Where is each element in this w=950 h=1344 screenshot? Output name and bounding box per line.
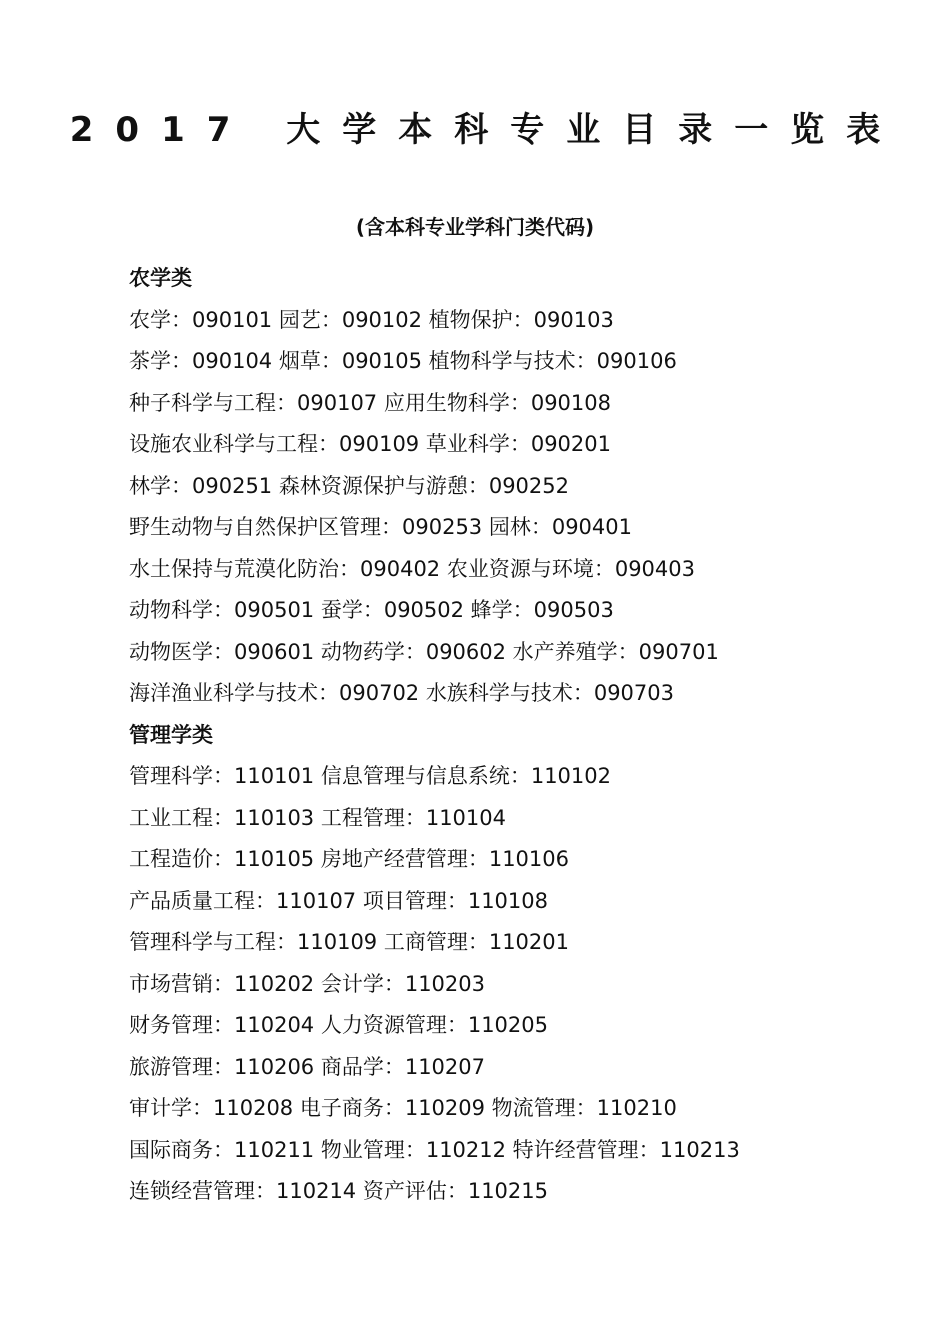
section-heading-agriculture: 农学类 (129, 266, 192, 290)
list-item: 工业工程：110103 工程管理：110104 (129, 805, 507, 830)
list-item: 农学：090101 园艺：090102 植物保护：090103 (129, 307, 614, 332)
list-item: 工程造价：110105 房地产经营管理：110106 (129, 847, 570, 871)
list-item: 林学：090251 森林资源保护与游憩：090252 (129, 473, 570, 498)
list-item: 连锁经营管理：110214 资产评估：110215 (129, 1179, 549, 1203)
list-item: 管理科学：110101 信息管理与信息系统：110102 (129, 764, 612, 788)
major-list (129, 262, 919, 1217)
list-item: 水土保持与荒漠化防治：090402 农业资源与环境：090403 (129, 556, 696, 581)
list-item: 动物科学：090501 蚕学：090502 蜂学：090503 (129, 598, 614, 622)
list-item: 旅游管理：110206 商品学：110207 (129, 1054, 486, 1079)
list-item: 审计学：110208 电子商务：110209 物流管理：110210 (129, 1096, 677, 1120)
list-item: 设施农业科学与工程：090109 草业科学：090201 (129, 432, 612, 456)
list-item: 种子科学与工程：090107 应用生物科学：090108 (129, 390, 612, 415)
document-title: 2017 大学本科专业目录一览表 (69, 110, 903, 150)
list-item: 财务管理：110204 人力资源管理：110205 (129, 1013, 549, 1037)
list-item: 产品质量工程：110107 项目管理：110108 (129, 888, 549, 913)
section-heading-management: 管理学类 (129, 722, 213, 747)
list-item: 海洋渔业科学与技术：090702 水族科学与技术：090703 (129, 681, 675, 705)
list-item: 野生动物与自然保护区管理：090253 园林：090401 (129, 515, 633, 539)
document-subtitle: (含本科专业学科门类代码) (355, 215, 595, 239)
list-item: 国际商务：110211 物业管理：110212 特许经营管理：110213 (129, 1137, 740, 1162)
list-item: 动物医学：090601 动物药学：090602 水产养殖学：090701 (129, 639, 719, 664)
list-item: 市场营销：110202 会计学：110203 (129, 971, 486, 996)
list-item: 管理科学与工程：110109 工商管理：110201 (129, 930, 570, 954)
list-item: 茶学：090104 烟草：090105 植物科学与技术：090106 (129, 349, 677, 373)
